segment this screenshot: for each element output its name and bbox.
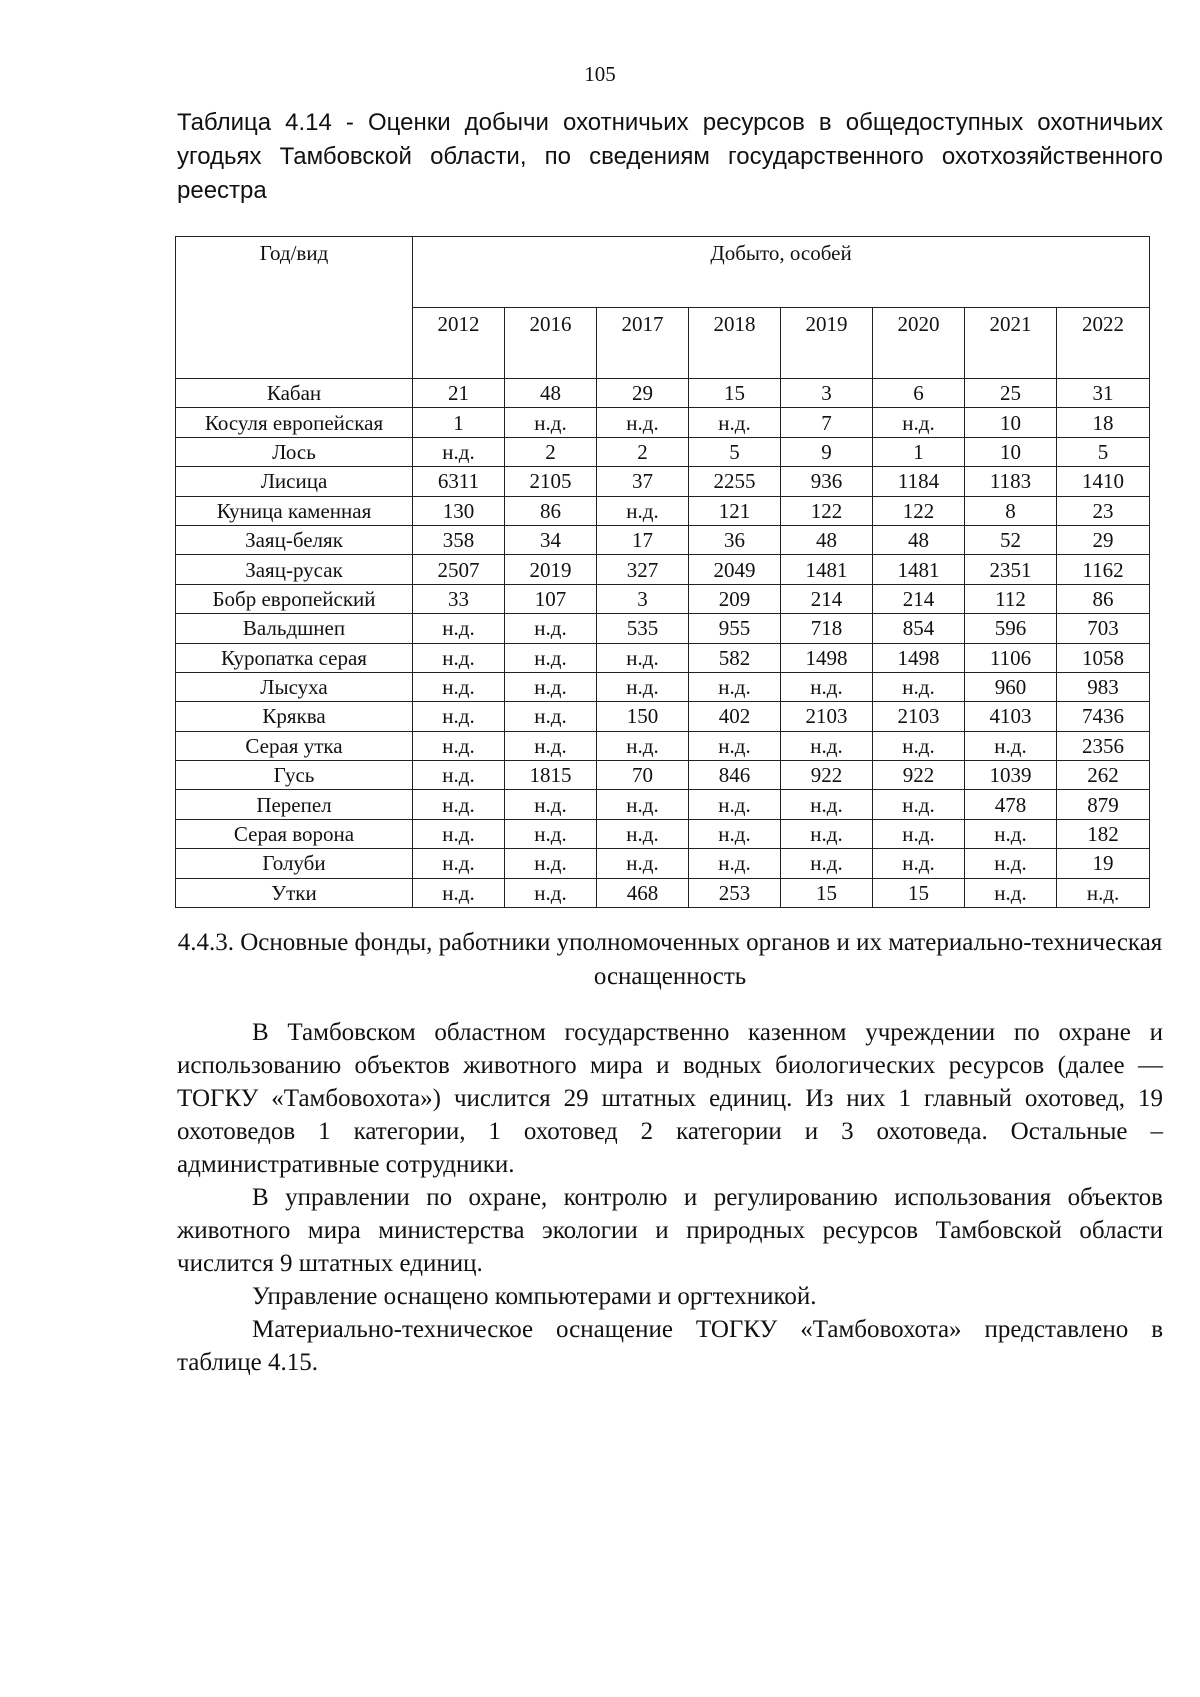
value-cell: 17	[597, 525, 689, 554]
value-cell: н.д.	[505, 408, 597, 437]
value-cell: н.д.	[873, 790, 965, 819]
value-cell: 3	[597, 584, 689, 613]
value-cell: н.д.	[873, 819, 965, 848]
value-cell: 262	[1057, 761, 1150, 790]
value-cell: н.д.	[413, 702, 505, 731]
table-row	[176, 672, 1150, 701]
table-row	[176, 496, 1150, 525]
table-row	[176, 878, 1150, 907]
table-row	[176, 731, 1150, 760]
value-cell: 6	[873, 379, 965, 408]
value-cell: н.д.	[1057, 878, 1150, 907]
value-cell: н.д.	[413, 819, 505, 848]
value-cell: н.д.	[597, 790, 689, 819]
value-cell: н.д.	[597, 672, 689, 701]
year-header-cell: 2020	[873, 308, 965, 379]
value-cell: 23	[1057, 496, 1150, 525]
body-text	[177, 1016, 1163, 1379]
value-cell: 2356	[1057, 731, 1150, 760]
value-cell: 879	[1057, 790, 1150, 819]
value-cell: н.д.	[597, 496, 689, 525]
value-cell: 182	[1057, 819, 1150, 848]
table-row	[176, 643, 1150, 672]
value-cell: н.д.	[597, 408, 689, 437]
value-cell: 2103	[781, 702, 873, 731]
species-cell: Кряква	[176, 702, 413, 731]
value-cell: 2105	[505, 467, 597, 496]
year-header-cell: 2021	[965, 308, 1057, 379]
value-cell: н.д.	[689, 819, 781, 848]
value-cell: 15	[873, 878, 965, 907]
value-cell: 122	[781, 496, 873, 525]
value-cell: 214	[873, 584, 965, 613]
value-cell: 107	[505, 584, 597, 613]
value-cell: н.д.	[505, 672, 597, 701]
value-cell: 983	[1057, 672, 1150, 701]
value-cell: 48	[873, 525, 965, 554]
value-cell: 86	[1057, 584, 1150, 613]
value-cell: 1	[873, 437, 965, 466]
year-header-cell: 2018	[689, 308, 781, 379]
value-cell: н.д.	[965, 849, 1057, 878]
value-cell: 29	[597, 379, 689, 408]
value-cell: 2103	[873, 702, 965, 731]
value-cell: н.д.	[505, 790, 597, 819]
value-cell: н.д.	[965, 731, 1057, 760]
value-cell: н.д.	[505, 731, 597, 760]
species-cell: Вальдшнеп	[176, 614, 413, 643]
value-cell: 9	[781, 437, 873, 466]
value-cell: 596	[965, 614, 1057, 643]
value-cell: н.д.	[781, 731, 873, 760]
species-cell: Кабан	[176, 379, 413, 408]
value-cell: 48	[505, 379, 597, 408]
value-cell: 2	[505, 437, 597, 466]
value-cell: н.д.	[873, 849, 965, 878]
paragraph: Управление оснащено компьютерами и оргтехникой.	[252, 1283, 817, 1310]
value-cell: н.д.	[689, 408, 781, 437]
value-cell: 1039	[965, 761, 1057, 790]
value-cell: 18	[1057, 408, 1150, 437]
value-cell: 7436	[1057, 702, 1150, 731]
value-cell: н.д.	[781, 819, 873, 848]
value-cell: 130	[413, 496, 505, 525]
value-cell: 6311	[413, 467, 505, 496]
species-cell: Гусь	[176, 761, 413, 790]
value-cell: 5	[689, 437, 781, 466]
table-row	[176, 584, 1150, 613]
value-cell: 7	[781, 408, 873, 437]
table-row	[176, 555, 1150, 584]
value-cell: н.д.	[505, 878, 597, 907]
value-cell: 1410	[1057, 467, 1150, 496]
value-cell: 31	[1057, 379, 1150, 408]
value-cell: 37	[597, 467, 689, 496]
value-cell: н.д.	[689, 672, 781, 701]
value-cell: 122	[873, 496, 965, 525]
value-cell: н.д.	[505, 819, 597, 848]
species-cell: Лисица	[176, 467, 413, 496]
value-cell: 402	[689, 702, 781, 731]
value-cell: 358	[413, 525, 505, 554]
paragraph: В управлении по охране, контролю и регулированию использования объектов животного мира министерства экологии и природных ресурсов Тамбовской области числится 9 штатных единиц.	[177, 1184, 1163, 1277]
value-cell: 2351	[965, 555, 1057, 584]
value-cell: н.д.	[413, 878, 505, 907]
value-cell: н.д.	[873, 408, 965, 437]
value-cell: 2049	[689, 555, 781, 584]
table-caption: Таблица 4.14 - Оценки добычи охотничьих ресурсов в общедоступных охотничьих угодьях Тамбовской области, по сведениям государственного охотхозяйственного реестра	[177, 109, 1163, 204]
value-cell: 34	[505, 525, 597, 554]
value-cell: 33	[413, 584, 505, 613]
value-cell: н.д.	[873, 731, 965, 760]
value-cell: 936	[781, 467, 873, 496]
value-cell: 253	[689, 878, 781, 907]
value-cell: н.д.	[505, 614, 597, 643]
species-cell: Косуля европейская	[176, 408, 413, 437]
value-cell: 112	[965, 584, 1057, 613]
species-cell: Серая ворона	[176, 819, 413, 848]
value-cell: н.д.	[505, 643, 597, 672]
value-cell: 1184	[873, 467, 965, 496]
section-heading: 4.4.3. Основные фонды, работники уполномоченных органов и их материально-техническая оснащенность	[177, 929, 1163, 990]
value-cell: 535	[597, 614, 689, 643]
year-header-cell: 2022	[1057, 308, 1150, 379]
value-cell: 2255	[689, 467, 781, 496]
value-cell: 3	[781, 379, 873, 408]
value-cell: н.д.	[965, 819, 1057, 848]
harvest-table	[175, 236, 1150, 908]
value-cell: 582	[689, 643, 781, 672]
value-cell: 8	[965, 496, 1057, 525]
value-cell: 468	[597, 878, 689, 907]
species-cell: Перепел	[176, 790, 413, 819]
value-cell: 960	[965, 672, 1057, 701]
value-cell: 15	[781, 878, 873, 907]
value-cell: н.д.	[781, 790, 873, 819]
value-cell: 15	[689, 379, 781, 408]
table-row	[176, 467, 1150, 496]
table-row	[176, 379, 1150, 408]
value-cell: 478	[965, 790, 1057, 819]
value-cell: 1058	[1057, 643, 1150, 672]
value-cell: н.д.	[597, 849, 689, 878]
species-cell: Лось	[176, 437, 413, 466]
value-cell: н.д.	[413, 731, 505, 760]
value-cell: н.д.	[689, 849, 781, 878]
value-cell: н.д.	[505, 702, 597, 731]
value-cell: н.д.	[413, 849, 505, 878]
value-cell: 922	[781, 761, 873, 790]
value-cell: 1106	[965, 643, 1057, 672]
value-cell: 10	[965, 437, 1057, 466]
table-row	[176, 849, 1150, 878]
value-cell: н.д.	[597, 819, 689, 848]
value-cell: н.д.	[413, 672, 505, 701]
paragraph: В Тамбовском областном государственно казенном учреждении по охране и использованию объектов животного мира и водных биологических ресурсов (далее — ТОГКУ «Тамбовохота») числится 29 штатных единиц. Из них 1 главный охотовед, 19 охотоведов 1 категории, 1 охотовед 2 категории и 3 охотоведа. Остальные – административные сотрудники.	[177, 1019, 1163, 1178]
value-cell: 1183	[965, 467, 1057, 496]
value-cell: н.д.	[873, 672, 965, 701]
header-harvested: Добыто, особей	[413, 237, 1150, 308]
value-cell: н.д.	[781, 849, 873, 878]
value-cell: 150	[597, 702, 689, 731]
value-cell: 29	[1057, 525, 1150, 554]
value-cell: н.д.	[689, 731, 781, 760]
value-cell: 52	[965, 525, 1057, 554]
value-cell: 1498	[781, 643, 873, 672]
value-cell: 5	[1057, 437, 1150, 466]
value-cell: н.д.	[505, 849, 597, 878]
value-cell: 209	[689, 584, 781, 613]
table-row	[176, 790, 1150, 819]
value-cell: 25	[965, 379, 1057, 408]
value-cell: н.д.	[781, 672, 873, 701]
table-row	[176, 525, 1150, 554]
value-cell: н.д.	[413, 614, 505, 643]
species-cell: Заяц-беляк	[176, 525, 413, 554]
value-cell: 36	[689, 525, 781, 554]
value-cell: 70	[597, 761, 689, 790]
value-cell: 846	[689, 761, 781, 790]
table-row	[176, 614, 1150, 643]
table-row	[176, 819, 1150, 848]
value-cell: 214	[781, 584, 873, 613]
value-cell: 854	[873, 614, 965, 643]
species-cell: Куница каменная	[176, 496, 413, 525]
value-cell: н.д.	[597, 731, 689, 760]
value-cell: 121	[689, 496, 781, 525]
value-cell: н.д.	[413, 437, 505, 466]
table-row	[176, 761, 1150, 790]
value-cell: 19	[1057, 849, 1150, 878]
year-header-cell: 2017	[597, 308, 689, 379]
table-body	[176, 379, 1150, 908]
value-cell: 1481	[781, 555, 873, 584]
year-header-cell: 2019	[781, 308, 873, 379]
header-species: Год/вид	[176, 237, 413, 379]
value-cell: н.д.	[413, 643, 505, 672]
value-cell: 1162	[1057, 555, 1150, 584]
value-cell: 922	[873, 761, 965, 790]
value-cell: 2019	[505, 555, 597, 584]
value-cell: 48	[781, 525, 873, 554]
species-cell: Бобр европейский	[176, 584, 413, 613]
value-cell: 1815	[505, 761, 597, 790]
value-cell: н.д.	[413, 761, 505, 790]
value-cell: 703	[1057, 614, 1150, 643]
table-row	[176, 408, 1150, 437]
species-cell: Утки	[176, 878, 413, 907]
value-cell: 21	[413, 379, 505, 408]
species-cell: Серая утка	[176, 731, 413, 760]
value-cell: 1498	[873, 643, 965, 672]
value-cell: 955	[689, 614, 781, 643]
species-cell: Куропатка серая	[176, 643, 413, 672]
value-cell: 2	[597, 437, 689, 466]
year-header-cell: 2012	[413, 308, 505, 379]
page-number: 105	[584, 62, 616, 86]
table-row	[176, 437, 1150, 466]
table-row	[176, 702, 1150, 731]
value-cell: н.д.	[597, 643, 689, 672]
value-cell: н.д.	[965, 878, 1057, 907]
species-cell: Голуби	[176, 849, 413, 878]
species-cell: Лысуха	[176, 672, 413, 701]
value-cell: 718	[781, 614, 873, 643]
year-header-cell: 2016	[505, 308, 597, 379]
value-cell: 10	[965, 408, 1057, 437]
value-cell: н.д.	[689, 790, 781, 819]
value-cell: 86	[505, 496, 597, 525]
value-cell: 327	[597, 555, 689, 584]
value-cell: 4103	[965, 702, 1057, 731]
paragraph: Материально-техническое оснащение ТОГКУ «Тамбовохота» представлено в таблице 4.15.	[177, 1316, 1163, 1376]
species-cell: Заяц-русак	[176, 555, 413, 584]
value-cell: 1	[413, 408, 505, 437]
value-cell: н.д.	[413, 790, 505, 819]
value-cell: 2507	[413, 555, 505, 584]
value-cell: 1481	[873, 555, 965, 584]
